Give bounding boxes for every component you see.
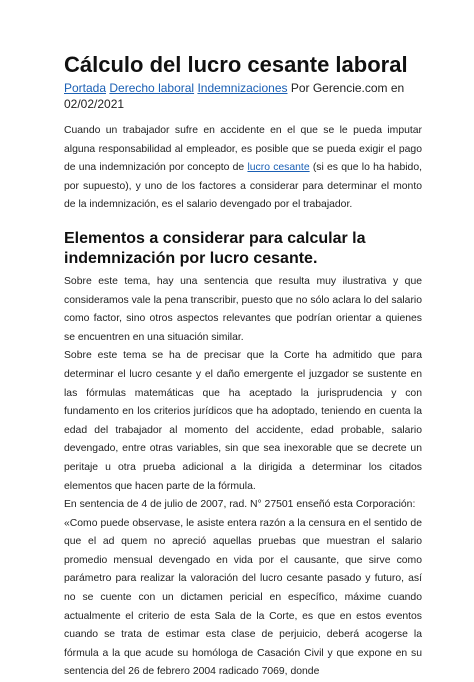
breadcrumb-link-portada[interactable]: Portada: [64, 81, 107, 95]
paragraph-2: Sobre este tema se ha de precisar que la Corte ha admitido que para determinar el lucro cesante y el daño emergente el juzgador se sustente en las fórmulas matemáticas que ha aceptado la jurisprudencia y con fundamento en los criterios jurídicos que ha adoptado, teniendo en cuenta la edad del trabajador al momento del accidente, edad probable, salario devengado, entre otras variables, sin que sea inexorable que se decrete un peritaje u otra prueba adicional a la dirigida a determinar los citados elementos que hacen parte de la fórmula.: [64, 350, 422, 492]
intro-text-before: Cuando un trabajador sufre en accidente en el que se le pueda imputar alguna responsabilidad al empleador, es posible que se pueda exigir el pago de una indemnización por concepto de: [64, 125, 422, 174]
breadcrumb-link-derecho-laboral[interactable]: Derecho laboral: [109, 81, 195, 95]
breadcrumb-link-indemnizaciones[interactable]: Indemnizaciones: [197, 81, 288, 95]
intro-paragraph: [64, 122, 422, 215]
article-title: Cálculo del lucro cesante laboral: [64, 52, 408, 77]
quote-paragraph: «Como puede observase, le asiste entera razón a la censura en el sentido de que el ad quem no apreció aquellas pruebas que muestran el salario promedio mensual devengado en vida por el causante, que sirve como parámetro para realizar la valoración del lucro cesante pasado y futuro, así no se cuente con un dictamen pericial en específico, máxime cuando actualmente el criterio de esta Sala de la Corte, es que en estos eventos cuando se trata de estimar esta clase de perjuicio, deberá acogerse la fórmula a la que acude su homóloga de Casación Civil y que expone en su sentencia del 26 de febrero 2004 radicado 7069, donde: [64, 517, 422, 678]
section-heading: Elementos a considerar para calcular la indemnización por lucro cesante.: [64, 229, 366, 267]
lucro-cesante-link[interactable]: lucro cesante: [247, 162, 310, 174]
intro-text-after: (si es que lo ha habido, por supuesto), y uno de los factores a considerar para determinar el monto de la indemnización, es el salario devengado por el trabajador.: [64, 162, 422, 211]
paragraph-3: En sentencia de 4 de julio de 2007, rad. N° 27501 enseñó esta Corporación:: [64, 499, 416, 511]
paragraph-1: Sobre este tema, hay una sentencia que resulta muy ilustrativa y que consideramos vale la pena transcribir, puesto que no sólo aclara lo del salario como factor, sino otros aspectos relevantes que podrían orientar a quienes se encuentren en una situación similar.: [64, 275, 422, 343]
breadcrumb: [64, 80, 422, 112]
byline: Por Gerencie.com en 02/02/2021: [64, 81, 405, 111]
